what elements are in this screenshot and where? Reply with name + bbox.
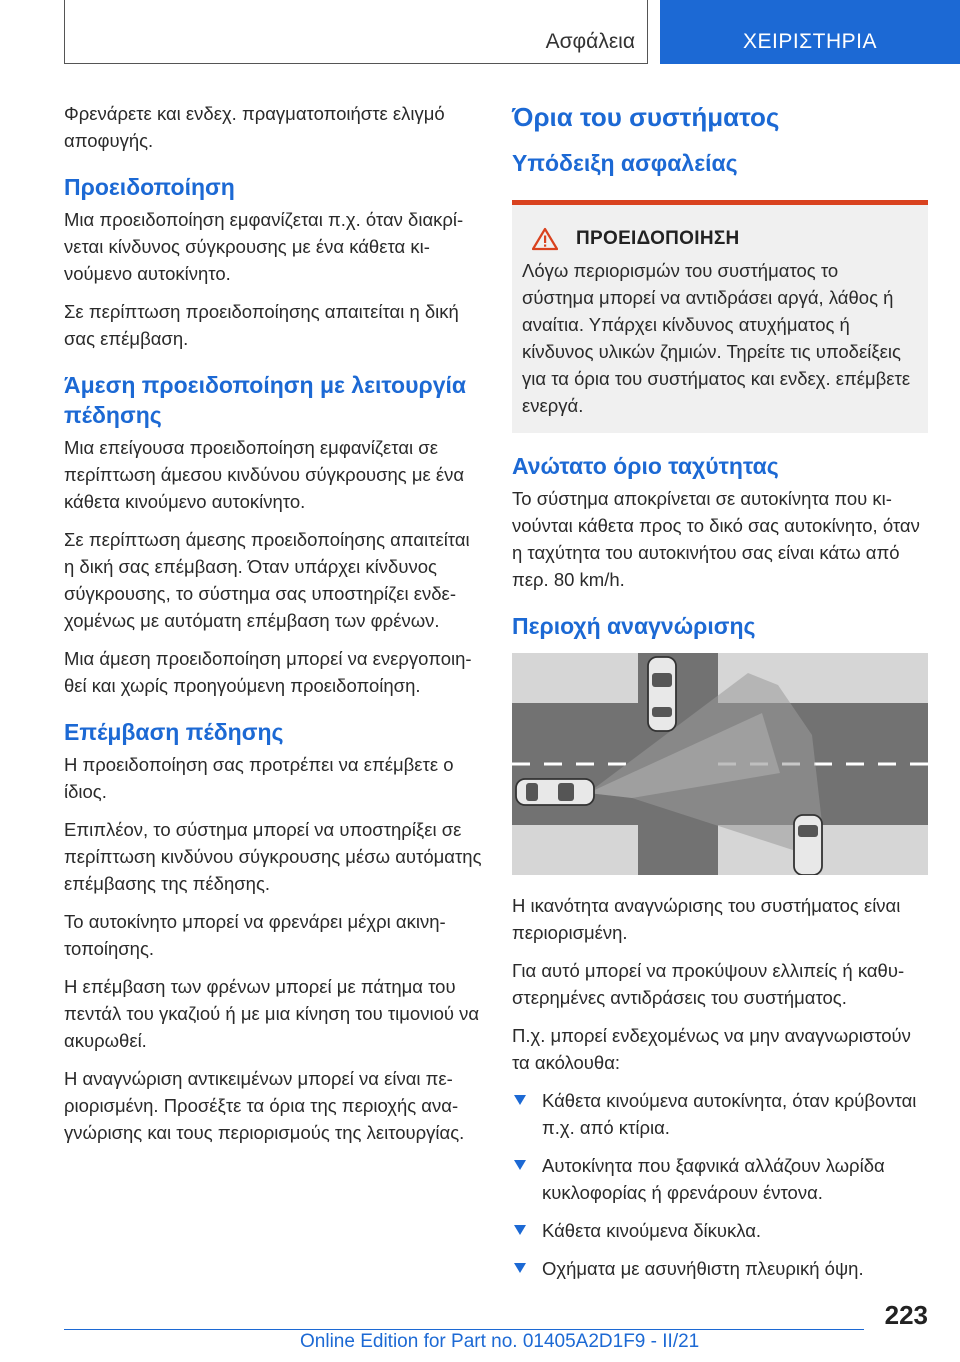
undetected-list (512, 1087, 928, 1282)
list-item: Οχήματα με ασυνήθιστη πλευρική όψη. (512, 1255, 928, 1282)
warning-box-title: ΠΡΟΕΙΔΟΠΟΙΗΣΗ (576, 228, 740, 249)
acute-paragraph-3: Μια άμεση προειδοποίηση μπορεί να ενεργοποιηθεί και χωρίς προηγούμενη προειδοποίηση. (64, 648, 472, 696)
detection-paragraph-1: Η ικανότητα αναγνώρισης του συστήματος είναι περιορισμένη. (512, 895, 901, 943)
warning-box-text: Λόγω περιορισμών του συστήματος το σύστημα μπορεί να αντιδράσει αργά, λάθος ή αναίτια. Υπάρχει κίνδυνος ατυχήματος ή κίνδυνος υλικών ζημιών. Τηρείτε τις υποδείξεις για τα όρια του συστήματος και ενδεχ. επέμβετε ενεργά. (522, 260, 911, 416)
warning-paragraph-1: Μια προειδοποίηση εμφανίζεται π.χ. όταν διακρίνεται κίνδυνος σύγκρουσης με ένα κάθετα κινούμενο αυτοκίνητο. (64, 209, 464, 284)
brake-paragraph-3: Το αυτοκίνητο μπορεί να φρενάρει μέχρι ακινητοποίησης. (64, 911, 446, 959)
car-top-icon (648, 657, 676, 731)
left-column (64, 100, 482, 1157)
brake-paragraph-5: Η αναγνώριση αντικειμένων μπορεί να είναι περιορισμένη. Προσέξτε τα όρια της περιοχής αναγνώρισης και τους περιορισμούς της λειτουργίας. (64, 1068, 465, 1143)
header-chapter-label: ΧΕΙΡΙΣΤΗΡΙΑ (742, 30, 877, 53)
speed-limit-heading: Ανώτατο όριο ταχύτητας (512, 453, 779, 479)
header-section-tab (64, 0, 648, 64)
triangle-bullet-icon (514, 1225, 526, 1235)
warning-box (512, 200, 928, 433)
warning-heading: Προειδοποίηση (64, 174, 235, 200)
warning-paragraph-2: Σε περίπτωση προειδοποίησης απαιτείται η δική σας επέμβαση. (64, 301, 459, 349)
triangle-bullet-icon (514, 1263, 526, 1273)
brake-paragraph-4: Η επέμβαση των φρένων μπορεί με πάτημα του πεντάλ του γκαζιού ή με μια κίνηση του τιμονιού να ακυρωθεί. (64, 976, 480, 1051)
page-number: 223 (884, 1300, 928, 1330)
safety-note-heading: Υπόδειξη ασφαλείας (512, 150, 738, 176)
brake-paragraph-1: Η προειδοποίηση σας προτρέπει να επέμβετε ο ίδιος. (64, 754, 454, 802)
detection-paragraph-3: Π.χ. μπορεί ενδεχομένως να μην αναγνωριστούν τα ακόλουθα: (512, 1025, 911, 1073)
acute-paragraph-1: Μια επείγουσα προειδοποίηση εμφανίζεται σε περίπτωση άμεσου κινδύνου σύγκρουσης με ένα κάθετα κινούμενο αυτοκίνητο. (64, 437, 465, 512)
footer-edition-text: Online Edition for Part no. 01405A2D1F9 - II/21 (300, 1331, 700, 1352)
list-item: Κάθετα κινούμενα αυτοκίνητα, όταν κρύβονται π.χ. από κτίρια. (512, 1087, 928, 1141)
warning-triangle-icon (532, 227, 558, 251)
acute-paragraph-2: Σε περίπτωση άμεσης προειδοποίησης απαιτείται η δική σας επέμβαση. Όταν υπάρχει κίνδυνος σύγκρουσης, το σύστημα σας υποστηρίζει ενδεχομένως με αυτόματη επέμβαση των φρένων. (64, 529, 470, 631)
footer-divider (64, 1329, 864, 1330)
car-left-icon (516, 779, 594, 805)
car-bottom-icon (794, 815, 822, 875)
list-item: Αυτοκίνητα που ξαφνικά αλλάζουν λωρίδα κυκλοφορίας ή φρενάρουν έντονα. (512, 1152, 928, 1206)
detection-area-heading: Περιοχή αναγνώρισης (512, 613, 756, 639)
header-chapter-tab (660, 0, 960, 64)
list-item: Κάθετα κινούμενα δίκυκλα. (512, 1217, 928, 1244)
detection-paragraph-2: Για αυτό μπορεί να προκύψουν ελλιπείς ή καθυστερημένες αντιδράσεις του συστήματος. (512, 960, 905, 1008)
brake-intervention-heading: Επέμβαση πέδησης (64, 719, 284, 745)
triangle-bullet-icon (514, 1160, 526, 1170)
brake-paragraph-2: Επιπλέον, το σύστημα μπορεί να υποστηρίξει σε περίπτωση κινδύνου σύγκρουσης μέσω αυτόματης επέμβασης της πέδησης. (64, 819, 482, 894)
acute-warning-heading: Άμεση προειδοποίηση με λειτουργία πέδησης (64, 372, 467, 428)
triangle-bullet-icon (514, 1095, 526, 1105)
speed-limit-text: Το σύστημα αποκρίνεται σε αυτοκίνητα που κινούνται κάθετα προς το δικό σας αυτοκίνητο, όταν η ταχύτητα του αυτοκινήτου σας είναι κάτω από περ. 80 km/h. (512, 488, 920, 590)
detection-area-illustration (512, 653, 928, 875)
right-column (512, 100, 928, 1293)
intro-text: Φρενάρετε και ενδεχ. πραγματοποιήστε ελιγμό αποφυγής. (64, 103, 445, 151)
system-limits-heading: Όρια του συστήματος (512, 102, 780, 132)
header-section-label: Ασφάλεια (545, 30, 635, 53)
